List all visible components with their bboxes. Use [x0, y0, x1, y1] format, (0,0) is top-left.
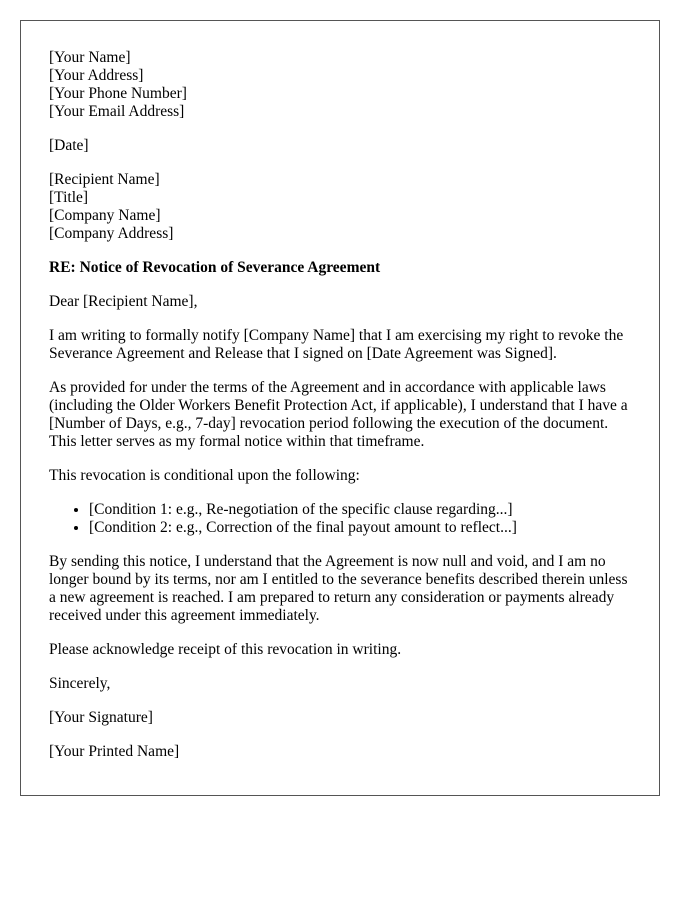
sender-name: [Your Name] [49, 49, 131, 66]
recipient-company: [Company Name] [49, 207, 161, 224]
printed-name: [Your Printed Name] [49, 743, 180, 760]
sender-block [49, 49, 631, 121]
letter-document [20, 20, 660, 796]
signoff: Sincerely, [49, 675, 111, 692]
subject-line: RE: Notice of Revocation of Severance Agreement [49, 259, 381, 276]
signature: [Your Signature] [49, 709, 153, 726]
letter-date: [Date] [49, 137, 89, 154]
recipient-name: [Recipient Name] [49, 171, 160, 188]
condition-item: • [Condition 1: e.g., Re-negotiation of the specific clause regarding...] [89, 501, 631, 519]
sender-email: [Your Email Address] [49, 103, 185, 120]
recipient-block [49, 171, 631, 243]
sender-address: [Your Address] [49, 67, 144, 84]
body-paragraph: This revocation is conditional upon the following: [49, 467, 360, 484]
body-paragraph: Please acknowledge receipt of this revocation in writing. [49, 641, 402, 658]
condition-item: • [Condition 2: e.g., Correction of the final payout amount to reflect...] [89, 519, 631, 537]
sender-phone: [Your Phone Number] [49, 85, 187, 102]
body-paragraph: By sending this notice, I understand that the Agreement is now null and void, and I am no longer bound by its terms, nor am I entitled to the severance benefits described therein unless a new agreement is reached. I am prepared to return any consideration or payments already received under this agreement immediately. [49, 553, 628, 624]
recipient-title: [Title] [49, 189, 89, 206]
conditions-list [49, 501, 631, 537]
salutation: Dear [Recipient Name], [49, 293, 198, 310]
body-paragraph: As provided for under the terms of the Agreement and in accordance with applicable laws (including the Older Workers Benefit Protection Act, if applicable), I understand that I have a [Number of Days, e.g., 7-day] revocation period following the execution of the document. This letter serves as my formal notice within that timeframe. [49, 379, 628, 450]
recipient-address: [Company Address] [49, 225, 174, 242]
body-paragraph: I am writing to formally notify [Company Name] that I am exercising my right to revoke the Severance Agreement and Release that I signed on [Date Agreement was Signed]. [49, 327, 624, 362]
